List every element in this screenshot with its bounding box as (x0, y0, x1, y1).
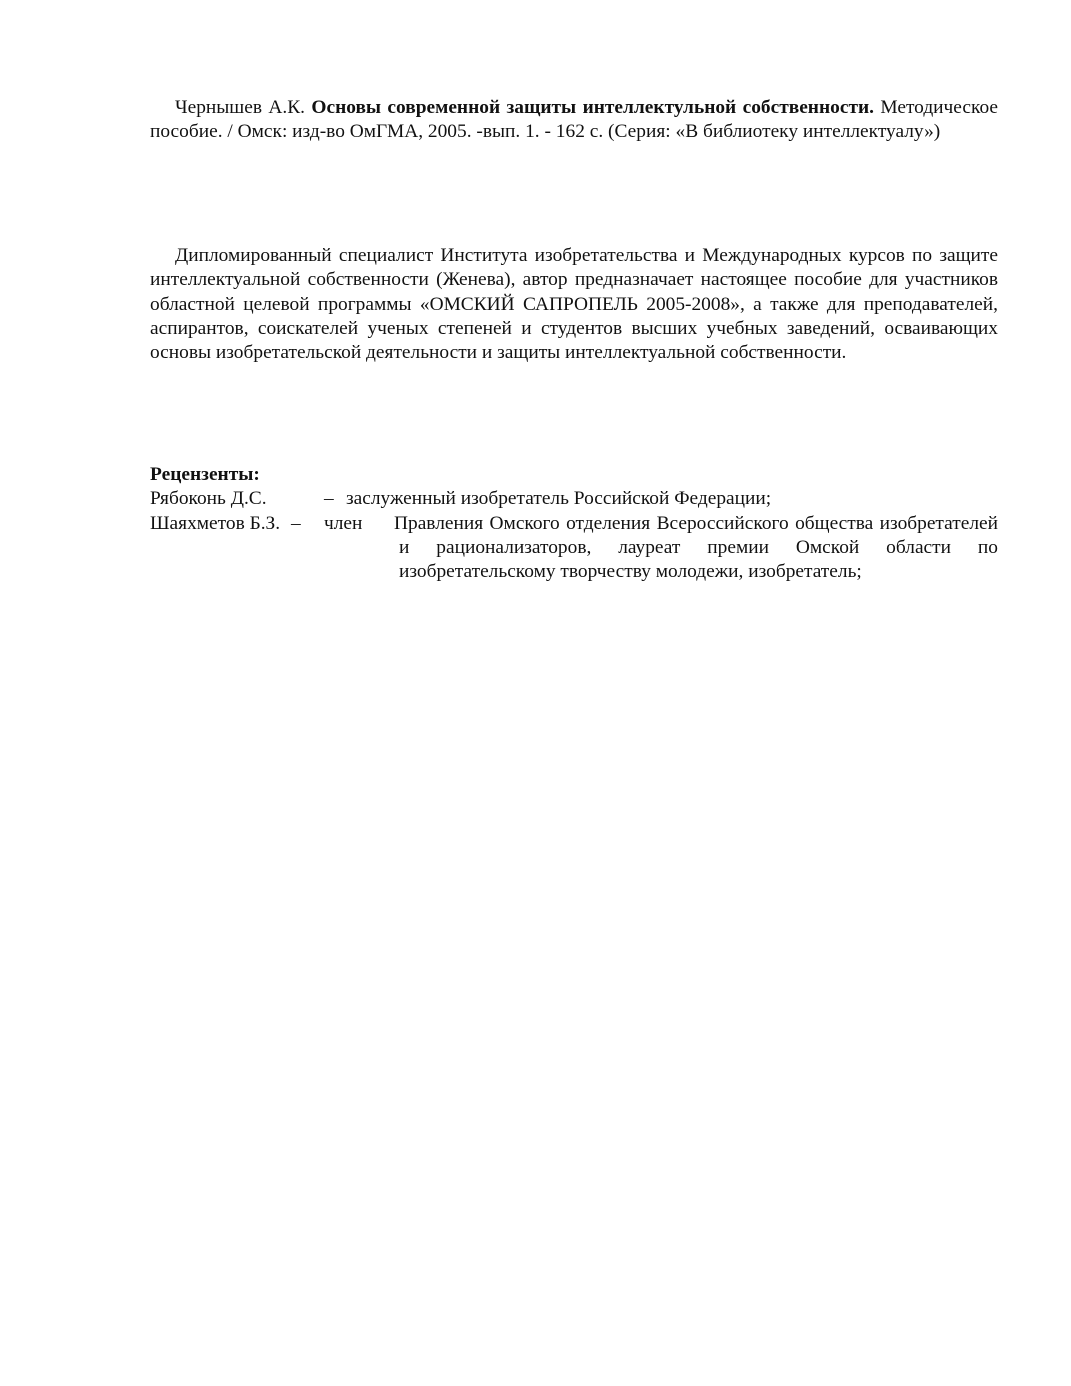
reviewer-dash: – (324, 488, 334, 510)
reviewer-row (150, 487, 998, 511)
reviewers-heading: Рецензенты: (150, 464, 260, 485)
bibliography-author: Чернышев А.К. (175, 97, 312, 118)
reviewer-row (150, 512, 998, 609)
reviewer-name: Шаяхметов Б.З. (150, 512, 281, 534)
reviewer-description: Правления Омского отделения Всероссийского общества изобретателей и рационализаторов, лауреат премии Омской области по изобретательскому творчеству молодежи, изобретатель; (394, 512, 998, 583)
reviewer-dash: – (291, 512, 301, 534)
reviewer-role-word: член (324, 512, 363, 534)
annotation-paragraph: Дипломированный специалист Института изобретательства и Международных курсов по защите интеллектуальной собственности (Женева), автор предназначает настоящее пособие для участников областной целевой программы «ОМСКИЙ САПРОПЕЛЬ 2005-2008», а также для преподавателей, аспирантов, соискателей ученых степеней и студентов высших учебных заведений, осваивающих основы изобретательской деятельности и защиты интеллектуальной собственности. (150, 245, 998, 364)
bibliography-details: Методическое пособие. / Омск: изд-во ОмГМА, 2005. -вып. 1. - 162 с. (Серия: «В библиотеку интеллектуалу») (150, 97, 998, 143)
bibliography-title: Основы современной защиты интеллектульной собственности. (311, 97, 874, 118)
reviewers-section (150, 463, 998, 609)
reviewer-name: Рябоконь Д.С. (150, 488, 267, 510)
bibliographic-entry (150, 96, 998, 145)
reviewer-description: заслуженный изобретатель Российской Федерации; (346, 488, 772, 510)
